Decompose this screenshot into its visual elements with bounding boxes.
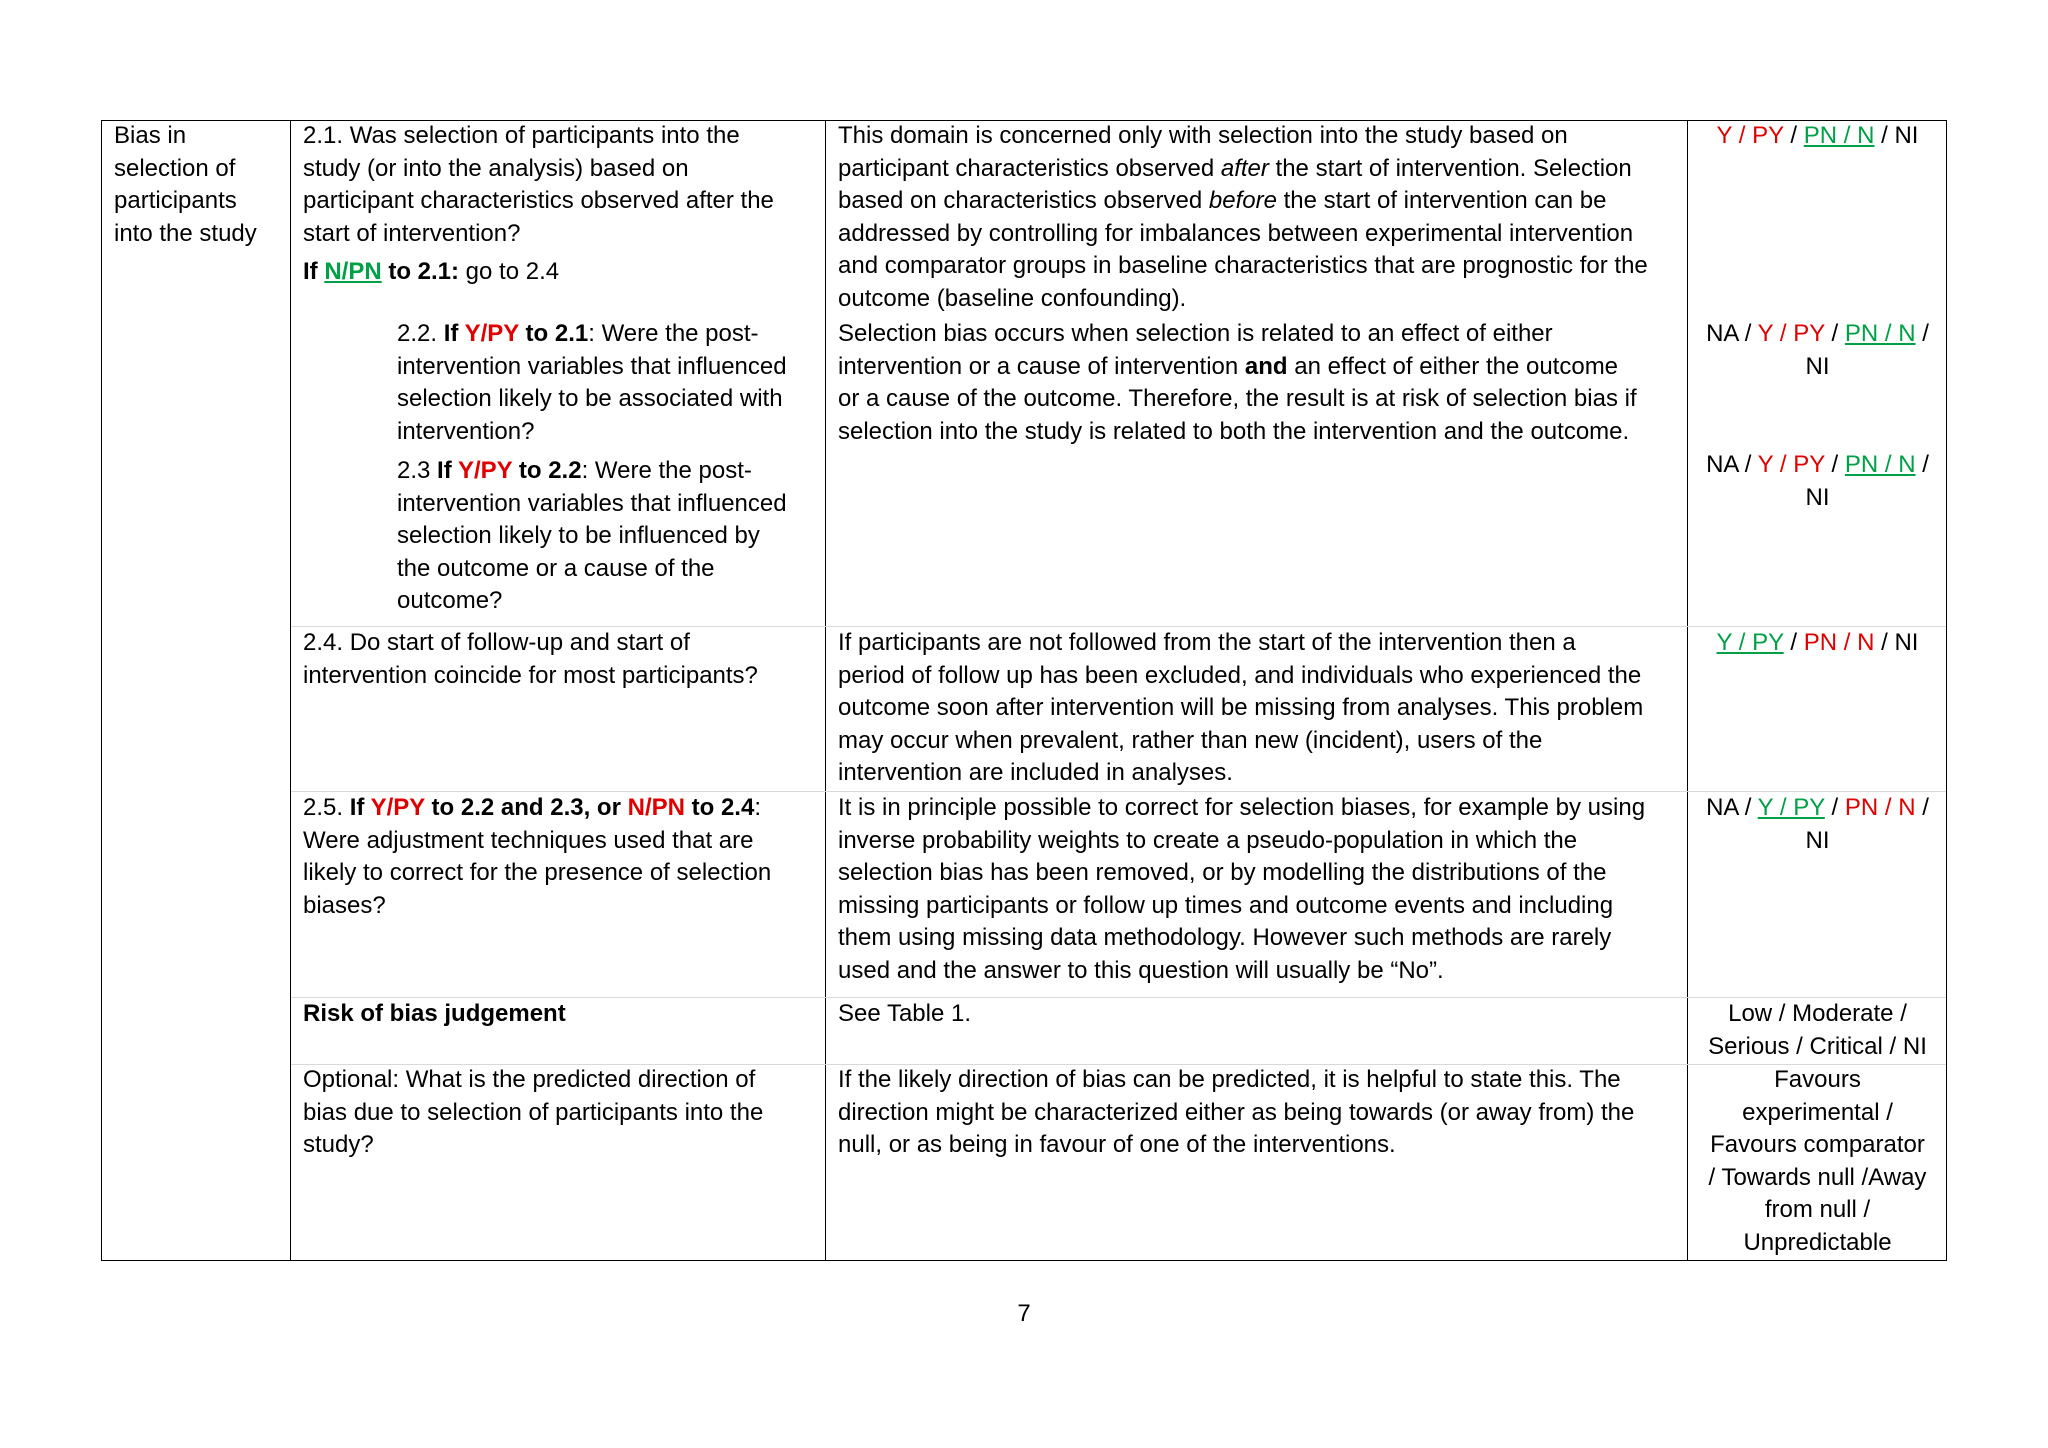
guidance-2-2: Selection bias occurs when selection is related to an effect of either intervention or a cause of intervention and an effect of either the outcome or a cause of the outcome. Therefore, the result is at risk of selection bias if selection into the study is related to both the intervention and the outcome.	[838, 320, 1637, 445]
response-options-2-5: NA / Y / PY / PN / N / NI	[1706, 794, 1929, 854]
question-2-4: 2.4. Do start of follow-up and start of intervention coincide for most participants?	[303, 629, 758, 689]
column-divider	[290, 121, 291, 1260]
question-2-1: 2.1. Was selection of participants into the study (or into the analysis) based on participant characteristics observed after the start of intervention? If N/PN to 2.1: go to 2.4	[303, 120, 774, 289]
optional-direction-guidance: If the likely direction of bias can be predicted, it is helpful to state this. The direction might be characterized either as being towards (or away from) the null, or as being in favour of one of the interventions.	[838, 1066, 1635, 1159]
optional-direction-question: Optional: What is the predicted direction of bias due to selection of participants into the study?	[303, 1066, 764, 1159]
skip-instruction-2-1: If N/PN to 2.1: go to 2.4	[303, 258, 560, 286]
domain-label: Bias in selection of participants into the study	[114, 122, 257, 247]
guidance-2-5: It is in principle possible to correct for selection biases, for example by using inverse probability weights to create a pseudo-population in which the selection bias has been removed, or by modelling the distributions of the missing participants or follow up times and outcome events and including them using missing data methodology. However such methods are rarely used and the answer to this question will usually be “No”.	[838, 794, 1646, 984]
response-options-2-4: Y / PY / PN / N / NI	[1716, 629, 1919, 656]
guidance-2-4: If participants are not followed from the start of the intervention then a period of follow up has been excluded, and individuals who experienced the outcome soon after intervention will be missing from analyses. This problem may occur when prevalent, rather than new (incident), users of the intervention are included in analyses.	[838, 629, 1644, 787]
response-options-2-1: Y / PY / PN / N / NI	[1716, 122, 1919, 149]
risk-of-bias-guidance: See Table 1.	[838, 1000, 971, 1027]
question-2-3: 2.3 If Y/PY to 2.2: Were the post- intervention variables that influenced selection likely to be influenced by the outcome or a cause of the outcome?	[397, 457, 787, 615]
response-options-2-2: NA / Y / PY / PN / N / NI	[1706, 320, 1929, 380]
risk-of-bias-options: Low / Moderate / Serious / Critical / NI	[1708, 1000, 1927, 1060]
column-divider	[825, 121, 826, 1260]
page-number: 7	[1017, 1300, 1031, 1327]
response-options-2-3: NA / Y / PY / PN / N / NI	[1706, 451, 1929, 511]
question-2-2: 2.2. If Y/PY to 2.1: Were the post- intervention variables that influenced selection likely to be associated with intervention?	[397, 320, 787, 445]
risk-of-bias-label: Risk of bias judgement	[303, 1000, 566, 1027]
guidance-2-1: This domain is concerned only with selection into the study based on participant characteristics observed after the start of intervention. Selection based on characteristics observed before the start of intervention can be addressed by controlling for imbalances between experimental intervention and comparator groups in baseline characteristics that are prognostic for the outcome (baseline confounding).	[838, 122, 1648, 312]
question-2-5: 2.5. If Y/PY to 2.2 and 2.3, or N/PN to 2.4: Were adjustment techniques used that are likely to correct for the presence of selection biases?	[303, 794, 772, 919]
optional-direction-options: Favours experimental / Favours comparator / Towards null /Away from null / Unpredictable	[1708, 1066, 1927, 1256]
